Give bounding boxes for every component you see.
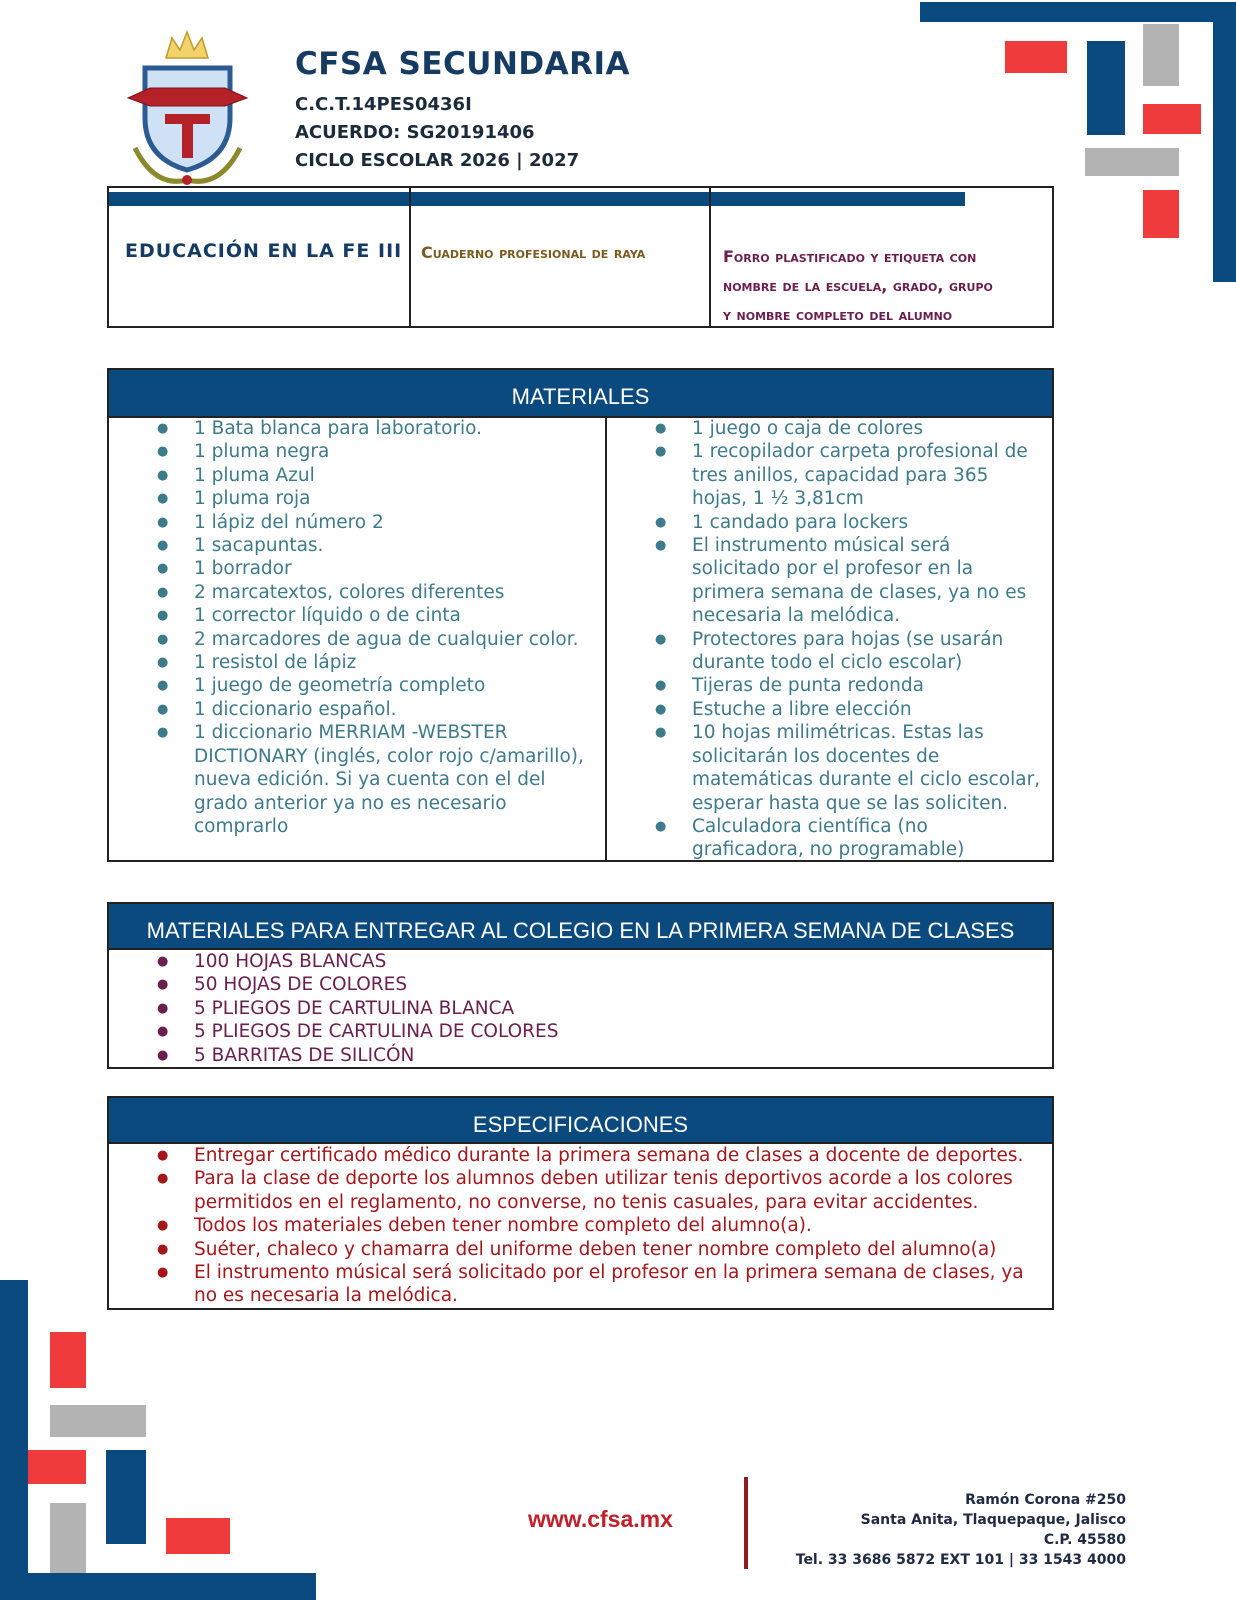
address-city: Santa Anita, Tlaquepaque, Jalisco <box>860 1512 1126 1528</box>
deliver-list <box>109 950 1052 1067</box>
list-item: ● Entregar certificado médico durante la primera semana de clases a docente de deportes. <box>109 1144 1052 1167</box>
list-item: ● El instrumento músical será solicitado por el profesor en la primera semana de clases, ya no es necesaria la melódica. <box>109 1261 1052 1308</box>
school-cycle: CICLO ESCOLAR 2026 | 2027 <box>295 150 580 171</box>
website-link[interactable]: www.cfsa.mx <box>528 1506 673 1532</box>
list-item: ● 2 marcatextos, colores diferentes <box>109 581 605 604</box>
list-item: ● 1 candado para lockers <box>607 511 1052 534</box>
list-item: ● 1 juego de geometría completo <box>109 674 605 697</box>
specs-list <box>109 1144 1052 1308</box>
list-item: ● 1 borrador <box>109 557 605 580</box>
list-item: ● El instrumento músical será solicitado por el profesor en la primera semana de clases, ya no es necesaria la melódica. <box>607 534 1052 628</box>
list-item: ● 1 juego o caja de colores <box>607 417 1052 440</box>
specs-title: ESPECIFICACIONES <box>109 1098 1052 1144</box>
cover-instructions <box>723 242 993 329</box>
cover-line-3: y nombre completo del alumno <box>723 305 953 324</box>
list-item: ● 5 BARRITAS DE SILICÓN <box>109 1044 1052 1067</box>
materials-left-list <box>109 417 605 838</box>
address-zip: C.P. 45580 <box>1043 1532 1126 1548</box>
list-item: ● 5 PLIEGOS DE CARTULINA BLANCA <box>109 997 1052 1020</box>
list-item: ● 2 marcadores de agua de cualquier color. <box>109 628 605 651</box>
notebook-type: Cuaderno profesional de raya <box>421 243 646 262</box>
materials-section <box>107 368 1054 862</box>
list-item: ● Suéter, chaleco y chamarra del uniforme deben tener nombre completo del alumno(a) <box>109 1238 1052 1261</box>
list-item: ● 1 diccionario español. <box>109 698 605 721</box>
list-item: ● 1 pluma Azul <box>109 464 605 487</box>
deliver-section <box>107 902 1054 1069</box>
subject-cell-name <box>109 188 411 326</box>
list-item: ● 10 hojas milimétricas. Estas las solicitarán los docentes de matemáticas durante el ciclo escolar, esperar hasta que se las soliciten. <box>607 721 1052 815</box>
cover-line-2: nombre de la escuela, grado, grupo <box>723 276 993 295</box>
list-item: ● 5 PLIEGOS DE CARTULINA DE COLORES <box>109 1020 1052 1043</box>
subject-table <box>107 186 1054 328</box>
school-logo <box>120 18 255 188</box>
list-item: ● 1 pluma roja <box>109 487 605 510</box>
address-phone: Tel. 33 3686 5872 EXT 101 | 33 1543 4000 <box>795 1552 1126 1568</box>
acuerdo: ACUERDO: SG20191406 <box>295 122 535 143</box>
deliver-title: MATERIALES PARA ENTREGAR AL COLEGIO EN LA PRIMERA SEMANA DE CLASES <box>109 904 1052 950</box>
address-street: Ramón Corona #250 <box>965 1492 1126 1508</box>
list-item: ● 100 HOJAS BLANCAS <box>109 950 1052 973</box>
school-name: CFSA SECUNDARIA <box>295 46 631 82</box>
list-item: ● Calculadora científica (no graficadora, no programable) <box>607 815 1052 862</box>
cover-line-1: Forro plastificado y etiqueta con <box>723 247 977 266</box>
subject-cell-cover <box>711 188 1052 326</box>
list-item: ● Tijeras de punta redonda <box>607 674 1052 697</box>
list-item: ● 1 pluma negra <box>109 440 605 463</box>
subject-cell-notebook <box>411 188 711 326</box>
specs-section <box>107 1096 1054 1310</box>
materials-right-list <box>607 417 1052 862</box>
list-item: ● 50 HOJAS DE COLORES <box>109 973 1052 996</box>
list-item: ● Estuche a libre elección <box>607 698 1052 721</box>
cct-code: C.C.T.14PES0436I <box>295 94 472 115</box>
materials-title: MATERIALES <box>109 370 1052 418</box>
list-item: ● Todos los materiales deben tener nombre completo del alumno(a). <box>109 1214 1052 1237</box>
subject-name: EDUCACIÓN EN LA FE III <box>125 240 403 262</box>
list-item: ● Protectores para hojas (se usarán durante todo el ciclo escolar) <box>607 628 1052 675</box>
list-item: ● 1 sacapuntas. <box>109 534 605 557</box>
list-item: ● 1 corrector líquido o de cinta <box>109 604 605 627</box>
footer-divider <box>744 1477 748 1569</box>
list-item: ● 1 recopilador carpeta profesional de tres anillos, capacidad para 365 hojas, 1 ½ 3,81cm <box>607 440 1052 510</box>
list-item: ● 1 resistol de lápiz <box>109 651 605 674</box>
list-item: ● 1 Bata blanca para laboratorio. <box>109 417 605 440</box>
list-item: ● 1 diccionario MERRIAM -WEBSTER DICTIONARY (inglés, color rojo c/amarillo), nueva edición. Si ya cuenta con el del grado anterior ya no es necesario comprarlo <box>109 721 605 838</box>
list-item: ● Para la clase de deporte los alumnos deben utilizar tenis deportivos acorde a los colores permitidos en el reglamento, no converse, no tenis casuales, para evitar accidentes. <box>109 1167 1052 1214</box>
list-item: ● 1 lápiz del número 2 <box>109 511 605 534</box>
